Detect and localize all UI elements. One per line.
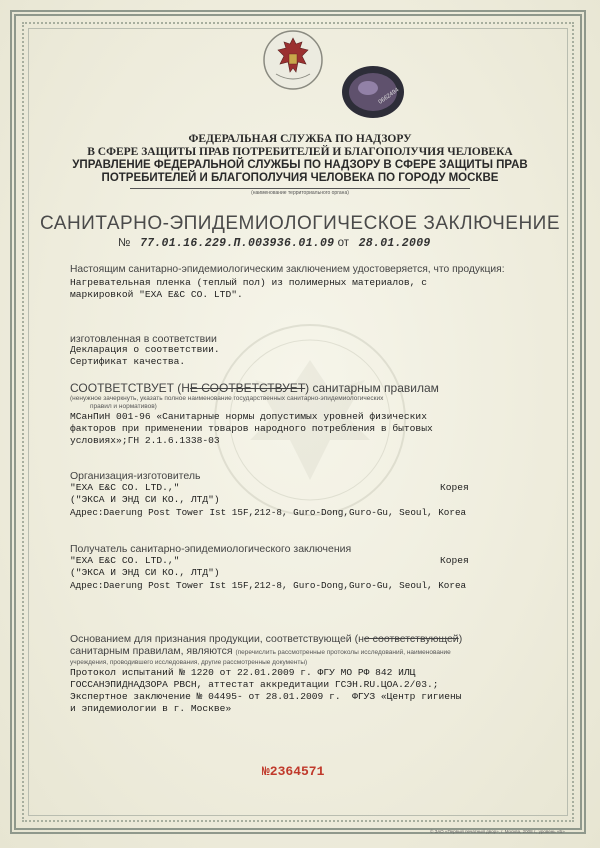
product-intro: Настоящим санитарно-эпидемиологическим заключением удостоверяется, что продукция: [70,264,505,275]
agency-title-line2: В СФЕРЕ ЗАЩИТЫ ПРАВ ПОТРЕБИТЕЛЕЙ И БЛАГОПОЛУЧИЯ ЧЕЛОВЕКА [87,146,513,158]
number-prefix: № [118,237,131,249]
document-number: 77.01.16.229.П.003936.01.09 [139,237,335,250]
conformity-label-start: СООТВЕТСТВУЕТ (Н [70,381,190,395]
basis-label2 [70,645,451,657]
basis-struck-text: е соответствующей [363,633,459,645]
document-date: 28.01.2009 [358,237,431,250]
conformity-note2: правил и нормативов) [90,403,157,410]
serial-number: №2364571 [262,764,325,779]
date-prefix: от [337,237,349,249]
basis-label-end: ) [458,633,463,645]
conformity-line2: факторов при применении товаров народного потребления в бытовых [70,423,433,434]
manufacturer-name-ru: ("ЭКСА И ЭНД СИ КО., ЛТД") [70,494,220,505]
conformity-struck-text: Е СООТВЕТСТВУЕТ [189,381,306,395]
basis-line1: Протокол испытаний № 1220 от 22.01.2009 г. ФГУ МО РФ 842 ИЛЦ [70,667,416,678]
basis-label2-note: (перечислить рассмотренные протоколы исследований, наименование [235,649,451,656]
manufactured-label: изготовленная в соответствии [70,333,217,345]
divider [130,188,470,189]
recipient-label: Получатель санитарно-эпидемиологического заключения [70,543,352,555]
territorial-body-note: (наименование территориального органа) [251,190,349,196]
hologram-sticker-icon [340,64,406,120]
manufacturer-name: "EXA E&C CO. LTD.," [70,482,180,493]
department-title-line2: ПОТРЕБИТЕЛЕЙ И БЛАГОПОЛУЧИЯ ЧЕЛОВЕКА ПО ГОРОДУ МОСКВЕ [101,172,499,184]
conformity-label-end: ) санитарным правилам [305,381,439,395]
basis-label-start: Основанием для признания продукции, соответствующей (н [70,633,364,645]
recipient-address: Адрес:Daerung Post Tower Ist 15F,212-8, Guro-Dong,Guro-Gu, Seoul, Korea [70,580,467,591]
department-title-line1: УПРАВЛЕНИЕ ФЕДЕРАЛЬНОЙ СЛУЖБЫ ПО НАДЗОРУ В СФЕРЕ ЗАЩИТЫ ПРАВ [72,159,528,171]
basis-line2: ГОССАНЭПИДНАДЗОРА РВСН, аттестат аккредитации ГСЭН.RU.ЦОА.2/03.; [70,679,439,690]
basis-label2-text: санитарным правилам, являются [70,645,233,657]
manufacturer-label: Организация-изготовитель [70,470,201,482]
basis-note2: учреждения, проводившего исследования, другие рассмотренные документы) [70,659,308,666]
basis-line4: и эпидемиологии в г. Москве» [70,703,232,714]
printer-info: © ЗАО «Первый печатный двор», г. Москва, 2008 г., уровень «Б» [430,829,565,834]
manufacturer-country: Корея [440,482,469,493]
basis-label [70,633,462,645]
conformity-line1: МСанПиН 001-96 «Санитарные нормы допустимых уровней физических [70,411,427,422]
document-title: САНИТАРНО-ЭПИДЕМИОЛОГИЧЕСКОЕ ЗАКЛЮЧЕНИЕ [39,213,561,234]
agency-title-line1: ФЕДЕРАЛЬНАЯ СЛУЖБА ПО НАДЗОРУ [188,133,412,145]
conformity-note1: (ненужное зачеркнуть, указать полное наименование государственных санитарно-эпидемиологических [70,395,384,402]
recipient-country: Корея [440,555,469,566]
product-line1: Нагревательная пленка (теплый пол) из полимерных материалов, с [70,277,427,288]
recipient-name: "EXA E&C CO. LTD.," [70,555,180,566]
recipient-name-ru: ("ЭКСА И ЭНД СИ КО., ЛТД") [70,567,220,578]
svg-text:0662494: 0662494 [377,87,401,106]
conformity-line3: условиях»;ГН 2.1.6.1338-03 [70,435,220,446]
document-number-row [118,237,431,250]
basis-line3: Экспертное заключение № 04495- от 28.01.2009 г. ФГУЗ «Центр гигиены [70,691,462,702]
manufactured-line2: Сертификат качества. [70,356,186,367]
conformity-label [70,381,439,395]
product-line2: маркировкой "EXA E&C CO. LTD". [70,289,243,300]
manufactured-line1: Декларация о соответствии. [70,344,220,355]
coat-of-arms-icon [262,28,324,92]
manufacturer-address: Адрес:Daerung Post Tower Ist 15F,212-8, Guro-Dong,Guro-Gu, Seoul, Korea [70,507,467,518]
